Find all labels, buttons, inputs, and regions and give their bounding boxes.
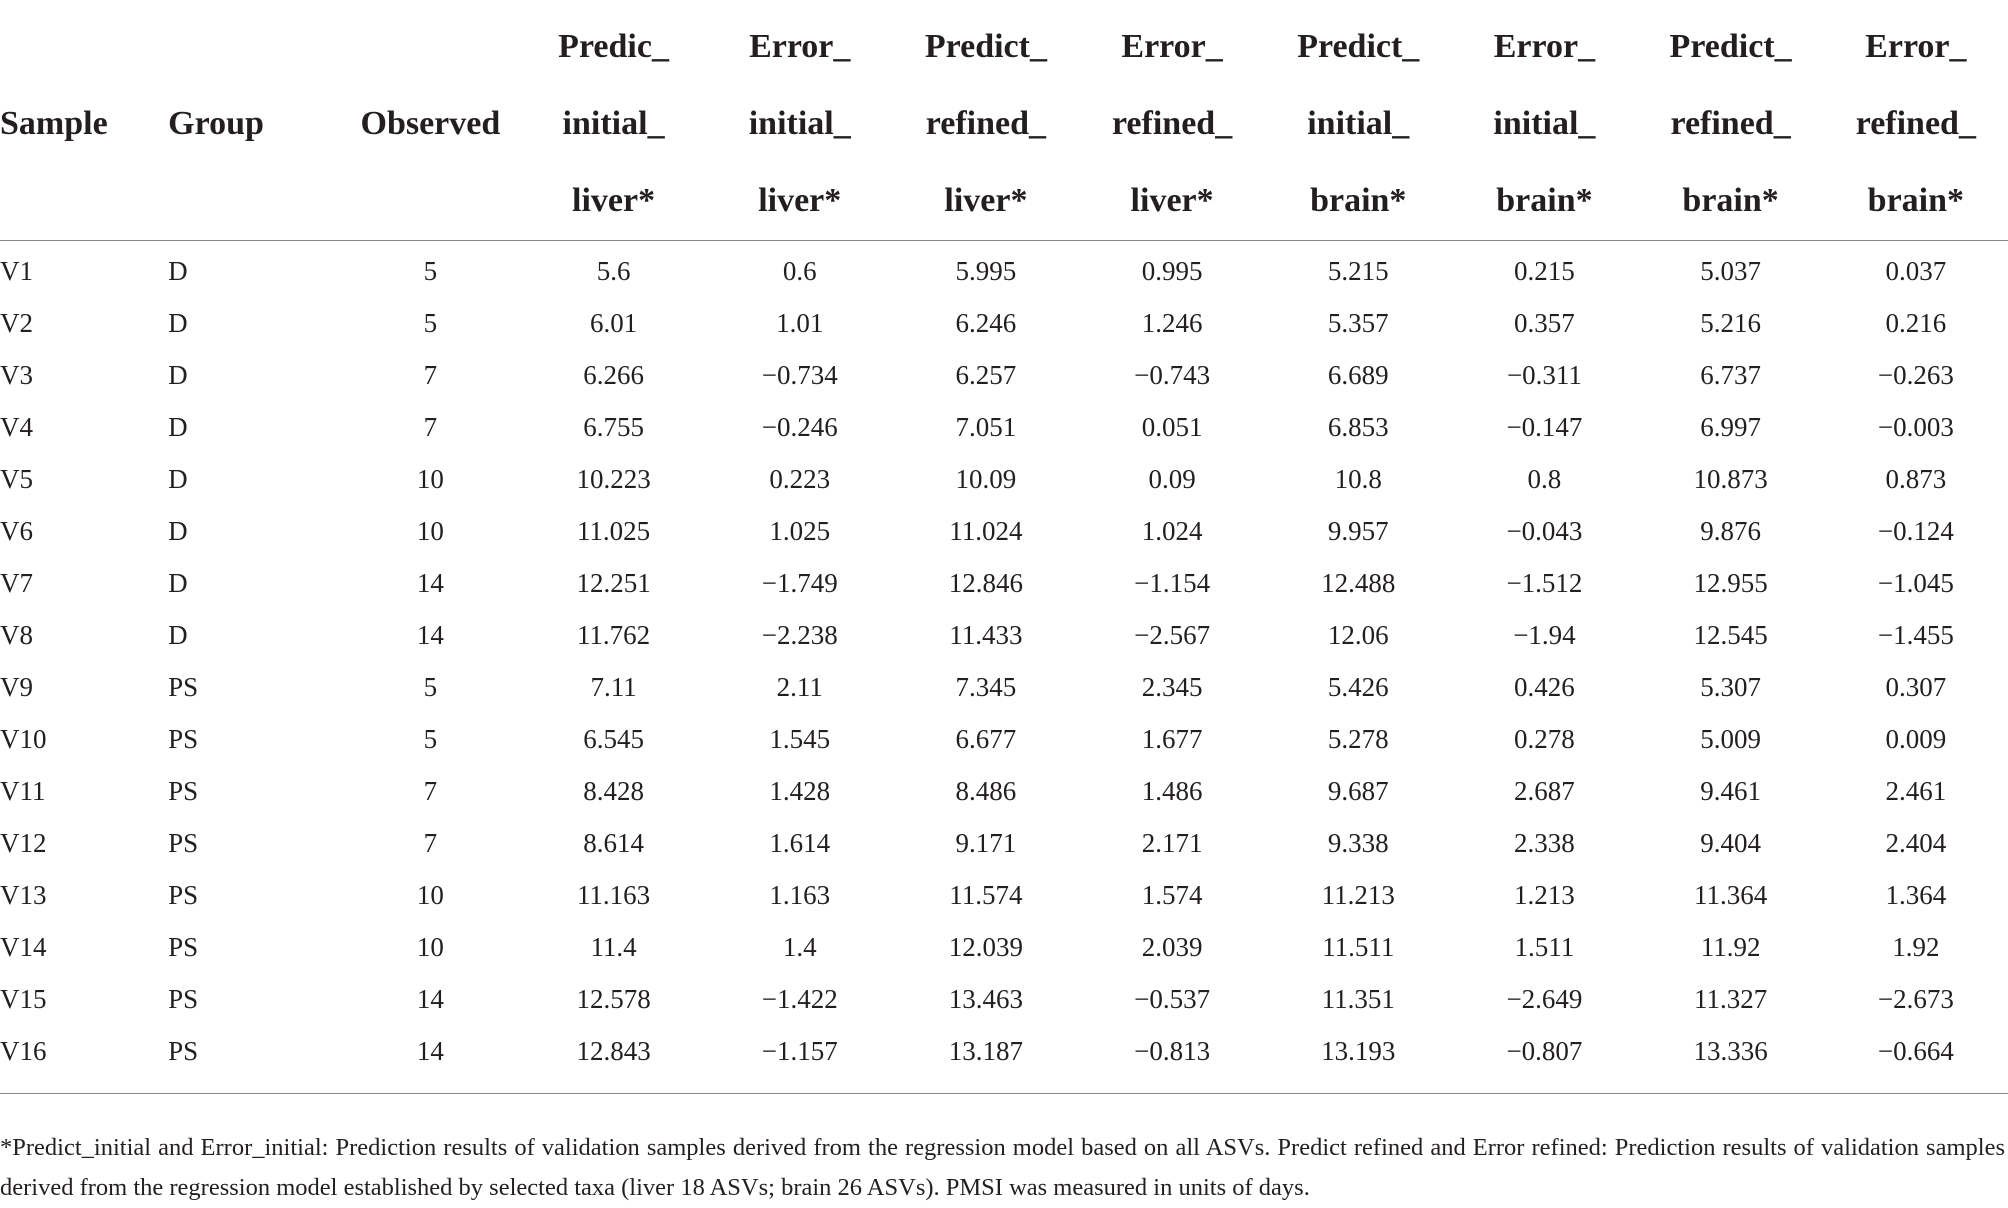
cell-predict-refined-liver: 6.257 — [955, 359, 1017, 390]
cell-group: PS — [168, 931, 199, 962]
table-body — [0, 241, 2008, 1078]
cell-predict-refined-liver: 11.433 — [949, 619, 1023, 650]
cell-predict-refined-brain: 11.327 — [1693, 983, 1768, 1014]
cell-error-refined-liver: −2.567 — [1134, 619, 1211, 650]
cell-group: PS — [168, 827, 199, 858]
table-row — [0, 453, 2008, 505]
cell-predict-refined-liver: 12.039 — [948, 931, 1024, 962]
cell-error-initial-liver: 1.428 — [769, 775, 831, 806]
cell-predict-refined-liver: 8.486 — [955, 775, 1017, 806]
cell-error-initial-brain: −1.94 — [1513, 619, 1576, 650]
cell-error-initial-liver: 1.4 — [782, 931, 817, 962]
cell-group: D — [168, 307, 188, 338]
cell-error-initial-liver: 0.6 — [782, 255, 817, 286]
table-row — [0, 921, 2008, 973]
column-header-predict-initial-brain — [1265, 0, 1451, 241]
cell-predic-initial-liver: 11.025 — [576, 515, 651, 546]
cell-error-initial-brain: −0.311 — [1506, 359, 1582, 390]
cell-error-refined-liver: −0.813 — [1134, 1035, 1211, 1066]
cell-predict-refined-brain: 5.216 — [1700, 307, 1761, 338]
column-header-sample — [0, 0, 168, 241]
cell-error-refined-brain: −1.455 — [1877, 619, 1954, 650]
cell-sample: V10 — [0, 723, 47, 754]
cell-group: PS — [168, 671, 199, 702]
column-header-line: Error_ — [1121, 27, 1223, 65]
cell-sample: V9 — [0, 671, 33, 702]
cell-observed: 7 — [423, 359, 438, 390]
column-header-line: brain* — [1310, 181, 1407, 219]
table-footnote: *Predict_initial and Error_initial: Prediction results of validation samples derived from the regression model based on all ASVs. Predict refined and Error refined: Prediction results of validation samples derived from the regression model established by selected taxa (liver 18 ASVs; brain 26 ASVs). PMSI was measured in units of days. — [0, 1133, 2005, 1201]
cell-observed: 10 — [416, 515, 444, 546]
cell-error-initial-brain: 0.278 — [1514, 723, 1575, 754]
cell-error-initial-liver: 2.11 — [776, 671, 823, 702]
cell-sample: V3 — [0, 359, 33, 390]
cell-observed: 7 — [423, 775, 438, 806]
table-row — [0, 557, 2008, 609]
cell-sample: V5 — [0, 463, 33, 494]
cell-sample: V14 — [0, 931, 47, 962]
cell-observed: 5 — [423, 255, 438, 286]
column-header-line: Predict_ — [924, 27, 1047, 65]
column-header-line: Predict_ — [1297, 27, 1420, 65]
cell-predict-refined-liver: 11.574 — [949, 879, 1023, 910]
cell-error-initial-liver: −2.238 — [761, 619, 838, 650]
cell-predict-refined-brain: 12.955 — [1693, 567, 1768, 598]
cell-error-refined-liver: 1.574 — [1141, 879, 1203, 910]
cell-predict-initial-brain: 13.193 — [1321, 1035, 1396, 1066]
cell-predict-initial-brain: 9.687 — [1327, 775, 1389, 806]
cell-observed: 7 — [423, 827, 438, 858]
column-header-group — [168, 0, 340, 241]
cell-observed: 7 — [423, 411, 438, 442]
table-bottom-rule — [0, 1093, 2008, 1094]
cell-error-initial-liver: 1.163 — [769, 879, 831, 910]
column-header-error-initial-brain — [1451, 0, 1637, 241]
column-header-line: Observed — [360, 104, 501, 142]
column-header-line: refined_ — [1670, 104, 1791, 142]
cell-predict-refined-liver: 11.024 — [949, 515, 1023, 546]
cell-error-refined-liver: 1.024 — [1141, 515, 1203, 546]
cell-error-refined-brain: 0.037 — [1885, 255, 1947, 286]
cell-predic-initial-liver: 10.223 — [576, 463, 651, 494]
cell-group: PS — [168, 879, 199, 910]
table-row — [0, 765, 2008, 817]
cell-error-refined-brain: 0.873 — [1885, 463, 1947, 494]
column-header-line: initial_ — [562, 104, 665, 142]
cell-predic-initial-liver: 5.6 — [596, 255, 631, 286]
column-header-line: Error_ — [1865, 27, 1967, 65]
cell-group: D — [168, 619, 188, 650]
cell-predict-initial-brain: 12.488 — [1321, 567, 1396, 598]
cell-predict-refined-brain: 11.364 — [1693, 879, 1768, 910]
cell-predict-refined-liver: 13.463 — [948, 983, 1024, 1014]
cell-error-refined-brain: 0.216 — [1885, 307, 1947, 338]
cell-sample: V7 — [0, 567, 33, 598]
column-header-line: liver* — [758, 181, 842, 219]
cell-error-initial-brain: −0.147 — [1506, 411, 1583, 442]
column-header-line: brain* — [1496, 181, 1593, 219]
cell-sample: V11 — [0, 775, 46, 806]
table-row — [0, 869, 2008, 921]
cell-predict-initial-brain: 5.357 — [1327, 307, 1389, 338]
cell-observed: 10 — [416, 879, 444, 910]
table-row — [0, 401, 2008, 453]
cell-error-refined-liver: −0.537 — [1134, 983, 1211, 1014]
column-header-error-initial-liver — [707, 0, 893, 241]
cell-predic-initial-liver: 6.01 — [589, 307, 638, 338]
cell-observed: 10 — [416, 463, 444, 494]
cell-predic-initial-liver: 11.762 — [576, 619, 651, 650]
cell-predic-initial-liver: 11.163 — [576, 879, 651, 910]
cell-predict-refined-brain: 11.92 — [1700, 931, 1761, 962]
cell-error-initial-brain: 0.357 — [1514, 307, 1575, 338]
cell-sample: V2 — [0, 307, 33, 338]
cell-error-initial-liver: 1.025 — [769, 515, 831, 546]
cell-predic-initial-liver: 12.843 — [576, 1035, 651, 1066]
column-header-line: liver* — [944, 181, 1028, 219]
cell-error-refined-brain: 1.92 — [1892, 931, 1940, 962]
cell-predict-refined-liver: 7.051 — [955, 411, 1017, 442]
cell-predict-initial-brain: 6.853 — [1327, 411, 1389, 442]
cell-observed: 5 — [423, 723, 438, 754]
cell-error-refined-liver: −0.743 — [1134, 359, 1211, 390]
cell-error-refined-brain: −2.673 — [1877, 983, 1954, 1014]
cell-predic-initial-liver: 8.614 — [583, 827, 644, 858]
cell-group: D — [168, 463, 188, 494]
column-header-line: liver* — [1130, 181, 1214, 219]
cell-error-refined-brain: 0.009 — [1885, 723, 1947, 754]
cell-predict-refined-liver: 9.171 — [955, 827, 1017, 858]
cell-error-initial-brain: −0.807 — [1506, 1035, 1583, 1066]
cell-error-refined-brain: −0.263 — [1877, 359, 1954, 390]
table-row — [0, 241, 2008, 298]
cell-observed: 14 — [416, 983, 444, 1014]
cell-sample: V12 — [0, 827, 47, 858]
cell-sample: V1 — [0, 255, 33, 286]
cell-error-refined-brain: 2.404 — [1885, 827, 1947, 858]
cell-group: D — [168, 255, 188, 286]
cell-group: PS — [168, 775, 199, 806]
cell-error-refined-brain: −0.124 — [1877, 515, 1954, 546]
cell-error-refined-brain: −1.045 — [1877, 567, 1954, 598]
cell-group: D — [168, 515, 188, 546]
cell-observed: 5 — [423, 307, 438, 338]
table-row — [0, 505, 2008, 557]
cell-observed: 14 — [416, 1035, 444, 1066]
column-header-error-refined-brain — [1824, 0, 2008, 241]
cell-error-refined-brain: −0.664 — [1877, 1035, 1954, 1066]
cell-error-initial-liver: 1.614 — [769, 827, 831, 858]
cell-observed: 14 — [416, 567, 444, 598]
cell-error-refined-liver: 0.09 — [1148, 463, 1196, 494]
column-header-line: Predic_ — [558, 27, 669, 65]
cell-error-initial-brain: 1.511 — [1514, 931, 1575, 962]
cell-error-initial-liver: 0.223 — [769, 463, 831, 494]
cell-sample: V15 — [0, 983, 47, 1014]
column-header-line: brain* — [1682, 181, 1779, 219]
cell-error-initial-brain: 0.8 — [1527, 463, 1562, 494]
cell-predic-initial-liver: 12.251 — [576, 567, 651, 598]
cell-error-initial-liver: −0.734 — [761, 359, 838, 390]
cell-group: D — [168, 359, 188, 390]
cell-error-refined-liver: 1.677 — [1141, 723, 1203, 754]
cell-predict-refined-liver: 12.846 — [948, 567, 1024, 598]
cell-predict-initial-brain: 9.338 — [1327, 827, 1389, 858]
cell-predict-initial-brain: 6.689 — [1327, 359, 1389, 390]
cell-predict-refined-brain: 9.876 — [1700, 515, 1761, 546]
column-header-line: liver* — [572, 181, 656, 219]
table-row — [0, 973, 2008, 1025]
cell-observed: 10 — [416, 931, 444, 962]
cell-predic-initial-liver: 8.428 — [583, 775, 644, 806]
cell-sample: V8 — [0, 619, 33, 650]
cell-error-refined-liver: −1.154 — [1134, 567, 1211, 598]
cell-error-initial-brain: −1.512 — [1506, 567, 1583, 598]
cell-predict-refined-brain: 6.997 — [1700, 411, 1761, 442]
cell-error-refined-brain: −0.003 — [1877, 411, 1954, 442]
cell-error-initial-liver: −1.749 — [761, 567, 838, 598]
cell-group: PS — [168, 983, 199, 1014]
cell-predict-initial-brain: 5.215 — [1327, 255, 1389, 286]
cell-error-initial-brain: 2.338 — [1514, 827, 1575, 858]
column-header-line: refined_ — [1111, 104, 1233, 142]
cell-error-refined-liver: 2.171 — [1141, 827, 1203, 858]
cell-error-initial-brain: 0.426 — [1514, 671, 1575, 702]
cell-predic-initial-liver: 11.4 — [590, 931, 637, 962]
cell-predict-initial-brain: 11.213 — [1321, 879, 1395, 910]
cell-predict-initial-brain: 5.278 — [1327, 723, 1389, 754]
cell-group: D — [168, 567, 188, 598]
cell-error-refined-liver: 2.039 — [1141, 931, 1203, 962]
column-header-line: refined_ — [925, 104, 1047, 142]
cell-error-initial-brain: 1.213 — [1514, 879, 1575, 910]
column-header-line: Group — [168, 104, 264, 142]
cell-error-initial-brain: −2.649 — [1506, 983, 1583, 1014]
table-row — [0, 713, 2008, 765]
table-header — [0, 0, 2008, 241]
cell-predict-refined-brain: 13.336 — [1693, 1035, 1768, 1066]
cell-predict-refined-brain: 5.037 — [1700, 255, 1761, 286]
cell-error-refined-brain: 0.307 — [1885, 671, 1947, 702]
cell-predict-initial-brain: 10.8 — [1334, 463, 1382, 494]
cell-predict-refined-brain: 9.404 — [1700, 827, 1761, 858]
table-row — [0, 1025, 2008, 1077]
cell-predict-refined-liver: 5.995 — [955, 255, 1017, 286]
column-header-predict-refined-brain — [1638, 0, 1824, 241]
cell-error-initial-liver: −1.422 — [761, 983, 838, 1014]
column-header-line: Error_ — [749, 27, 851, 65]
cell-error-refined-liver: 1.486 — [1141, 775, 1203, 806]
cell-predict-initial-brain: 12.06 — [1327, 619, 1389, 650]
cell-group: D — [168, 411, 188, 442]
cell-predict-refined-brain: 9.461 — [1700, 775, 1761, 806]
cell-error-refined-liver: 0.995 — [1141, 255, 1203, 286]
table-row — [0, 817, 2008, 869]
cell-predict-initial-brain: 5.426 — [1327, 671, 1389, 702]
cell-predict-initial-brain: 9.957 — [1327, 515, 1389, 546]
column-header-line: refined_ — [1855, 104, 1976, 142]
table-row — [0, 297, 2008, 349]
cell-predict-refined-liver: 6.677 — [955, 723, 1017, 754]
cell-predict-refined-liver: 6.246 — [955, 307, 1017, 338]
cell-predict-refined-liver: 10.09 — [955, 463, 1017, 494]
cell-predic-initial-liver: 7.11 — [590, 671, 637, 702]
column-header-line: Predict_ — [1669, 27, 1792, 65]
column-header-line: initial_ — [1493, 104, 1596, 142]
column-header-line: Error_ — [1493, 27, 1596, 65]
cell-error-initial-brain: 2.687 — [1514, 775, 1575, 806]
cell-error-refined-liver: 0.051 — [1141, 411, 1203, 442]
cell-error-refined-liver: 2.345 — [1141, 671, 1203, 702]
cell-predict-refined-brain: 5.307 — [1700, 671, 1761, 702]
cell-sample: V13 — [0, 879, 47, 910]
column-header-predict-refined-liver — [893, 0, 1079, 241]
table-row — [0, 349, 2008, 401]
column-header-predic-initial-liver — [520, 0, 706, 241]
cell-predict-refined-liver: 7.345 — [955, 671, 1017, 702]
column-header-line: initial_ — [748, 104, 851, 142]
cell-predict-refined-brain: 12.545 — [1693, 619, 1768, 650]
cell-predict-refined-brain: 5.009 — [1700, 723, 1761, 754]
cell-predict-refined-liver: 13.187 — [948, 1035, 1024, 1066]
column-header-line: Sample — [0, 104, 108, 142]
cell-error-initial-brain: −0.043 — [1506, 515, 1583, 546]
cell-predict-refined-brain: 6.737 — [1700, 359, 1761, 390]
cell-sample: V6 — [0, 515, 33, 546]
header-row — [0, 0, 2008, 241]
cell-observed: 14 — [416, 619, 444, 650]
cell-error-initial-brain: 0.215 — [1514, 255, 1575, 286]
cell-predic-initial-liver: 12.578 — [576, 983, 651, 1014]
column-header-error-refined-liver — [1079, 0, 1265, 241]
cell-observed: 5 — [423, 671, 438, 702]
table-row — [0, 609, 2008, 661]
cell-predic-initial-liver: 6.266 — [583, 359, 644, 390]
cell-predict-refined-brain: 10.873 — [1693, 463, 1768, 494]
cell-group: PS — [168, 1035, 199, 1066]
column-header-observed — [340, 0, 520, 241]
table-row — [0, 661, 2008, 713]
cell-error-refined-brain: 2.461 — [1885, 775, 1947, 806]
cell-predic-initial-liver: 6.755 — [583, 411, 644, 442]
cell-predic-initial-liver: 6.545 — [583, 723, 644, 754]
column-header-line: initial_ — [1307, 104, 1410, 142]
cell-sample: V4 — [0, 411, 33, 442]
cell-error-refined-liver: 1.246 — [1141, 307, 1203, 338]
cell-sample: V16 — [0, 1035, 47, 1066]
cell-predict-initial-brain: 11.351 — [1321, 983, 1395, 1014]
cell-error-initial-liver: 1.01 — [776, 307, 824, 338]
cell-error-initial-liver: −0.246 — [761, 411, 838, 442]
cell-error-initial-liver: 1.545 — [769, 723, 831, 754]
column-header-line: brain* — [1867, 181, 1965, 219]
cell-error-initial-liver: −1.157 — [761, 1035, 838, 1066]
cell-error-refined-brain: 1.364 — [1885, 879, 1947, 910]
cell-group: PS — [168, 723, 199, 754]
cell-predict-initial-brain: 11.511 — [1322, 931, 1395, 962]
